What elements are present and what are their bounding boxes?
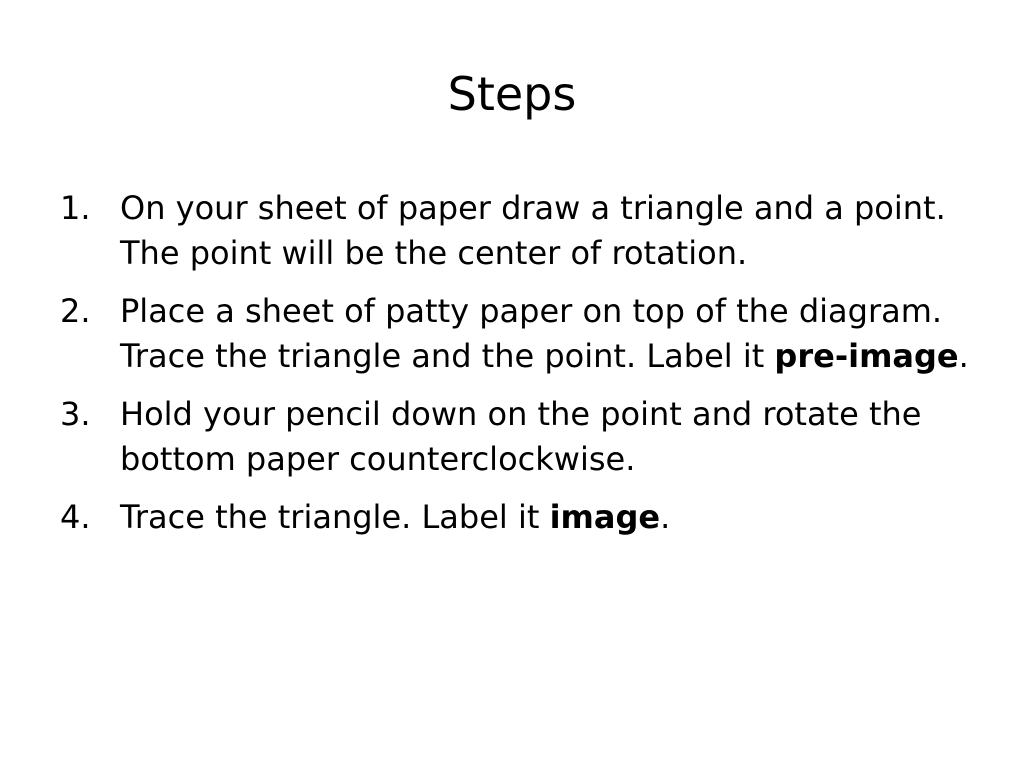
slide-title: Steps — [447, 67, 577, 121]
step-number: 3. — [60, 395, 91, 433]
step-text — [120, 498, 670, 536]
step-bold-term: pre-image — [774, 337, 959, 375]
list-item-step-3 — [60, 392, 970, 482]
step-text: Hold your pencil down on the point and rotate the bottom paper counterclockwise. — [120, 395, 922, 478]
step-number: 4. — [60, 498, 91, 536]
step-number: 2. — [60, 292, 91, 330]
step-text: On your sheet of paper draw a triangle and a point. The point will be the center of rotation. — [120, 189, 946, 272]
step-bold-term: image — [549, 498, 661, 536]
list-item-step-2 — [60, 289, 970, 379]
step-text-end: . — [958, 337, 969, 375]
step-text-start: Place a sheet of patty paper on top of the diagram. Trace the triangle and the point. Label it — [120, 292, 943, 375]
steps-list — [60, 186, 970, 553]
step-text-start: Trace the triangle. Label it — [120, 498, 550, 536]
step-number: 1. — [60, 189, 91, 227]
step-text-end: . — [660, 498, 671, 536]
step-text — [120, 292, 969, 375]
list-item-step-4 — [60, 495, 970, 540]
list-item-step-1 — [60, 186, 970, 276]
